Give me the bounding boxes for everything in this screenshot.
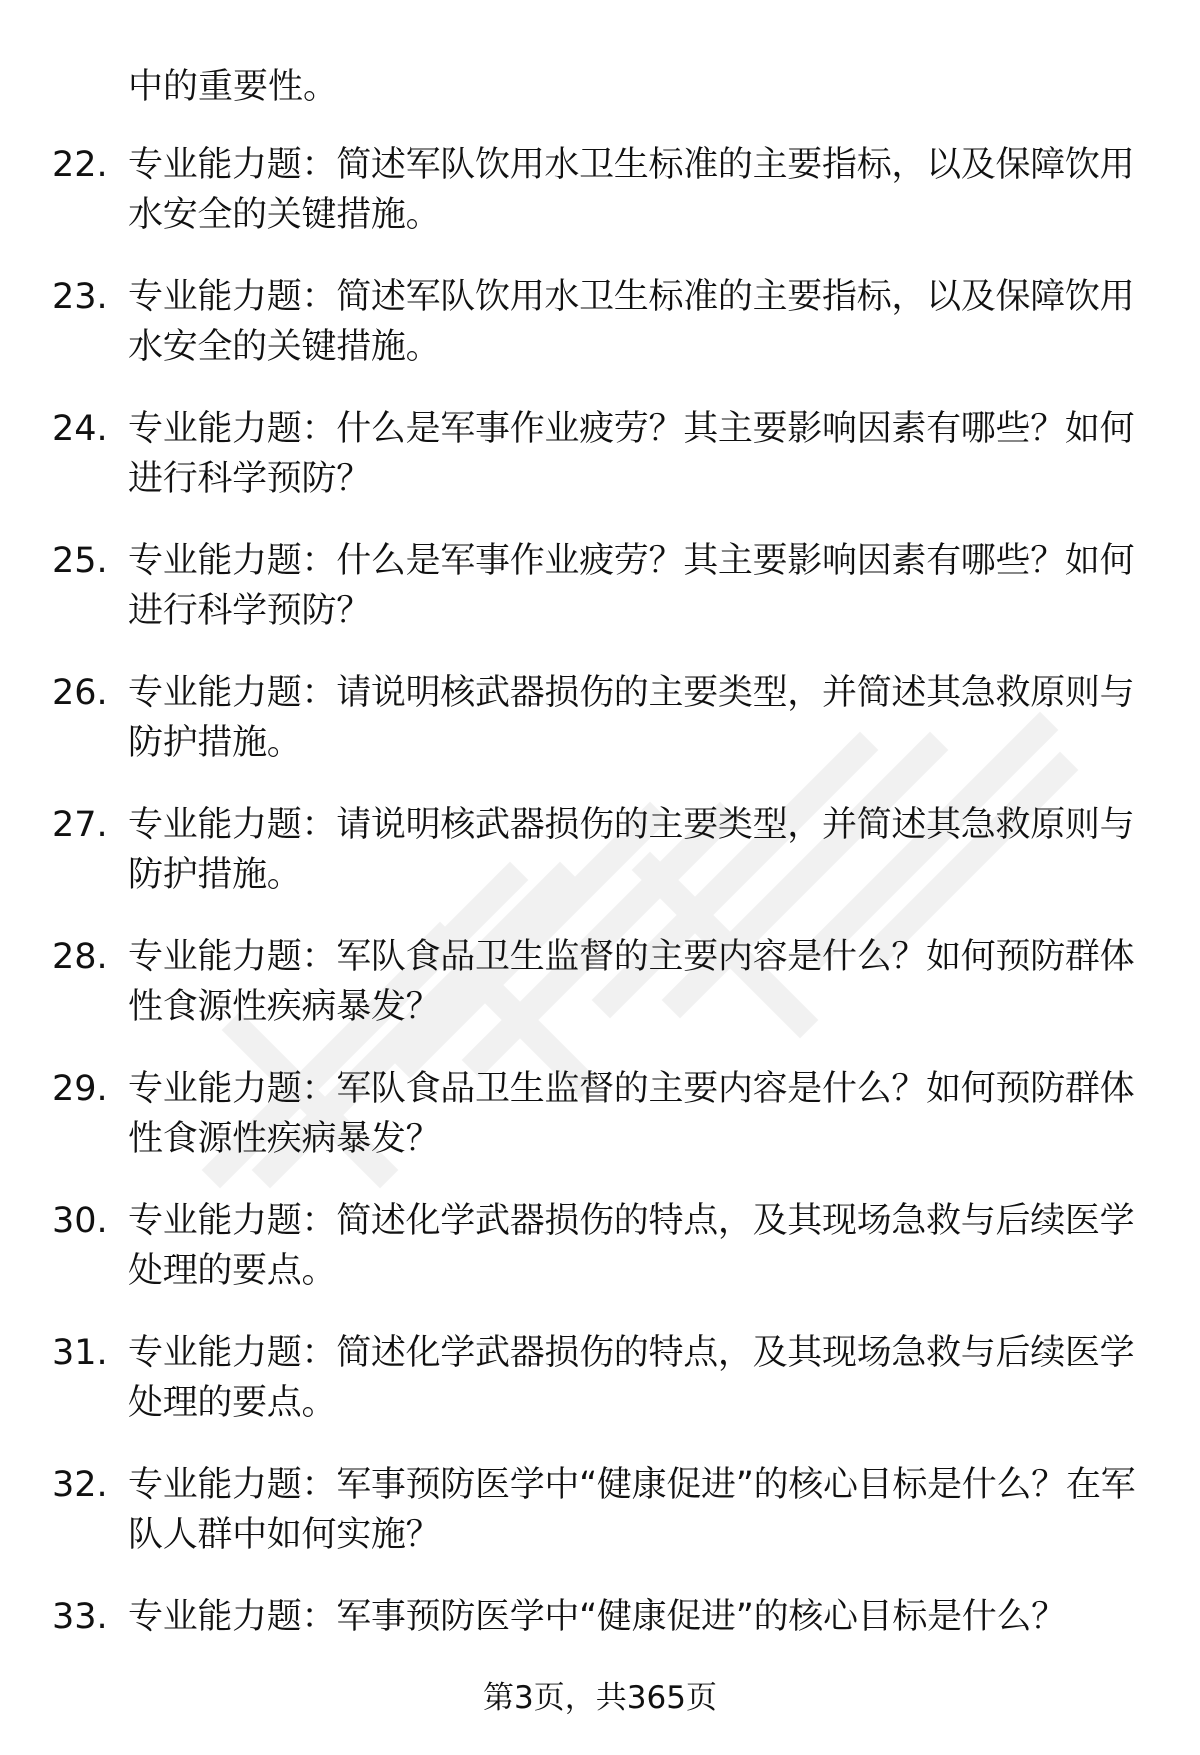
question-text: 专业能力题：什么是军事作业疲劳？其主要影响因素有哪些？如何进行科学预防？ <box>128 541 1135 631</box>
question-number: 27. <box>52 805 108 845</box>
question-item <box>0 668 1200 800</box>
question-item <box>0 140 1200 272</box>
question-item <box>0 932 1200 1064</box>
question-text: 专业能力题：简述化学武器损伤的特点，及其现场急救与后续医学处理的要点。 <box>128 1333 1135 1423</box>
question-number: 22. <box>52 145 108 185</box>
question-item <box>0 800 1200 932</box>
question-number: 29. <box>52 1069 108 1109</box>
question-text: 专业能力题：什么是军事作业疲劳？其主要影响因素有哪些？如何进行科学预防？ <box>128 409 1135 499</box>
question-number: 26. <box>52 673 108 713</box>
question-item <box>0 1328 1200 1460</box>
question-list <box>0 140 1200 1724</box>
question-text: 专业能力题：简述军队饮用水卫生标准的主要指标，以及保障饮用水安全的关键措施。 <box>128 145 1135 235</box>
question-number: 23. <box>52 277 108 317</box>
question-text: 专业能力题：请说明核武器损伤的主要类型，并简述其急救原则与防护措施。 <box>128 673 1135 763</box>
question-text: 专业能力题：军队食品卫生监督的主要内容是什么？如何预防群体性食源性疾病暴发？ <box>128 1069 1135 1159</box>
question-number: 28. <box>52 937 108 977</box>
question-text: 专业能力题：简述军队饮用水卫生标准的主要指标，以及保障饮用水安全的关键措施。 <box>128 277 1135 367</box>
continuation-text: 中的重要性。 <box>128 67 339 107</box>
question-text: 专业能力题：请说明核武器损伤的主要类型，并简述其急救原则与防护措施。 <box>128 805 1135 895</box>
question-text: 专业能力题：军事预防医学中“健康促进”的核心目标是什么？ <box>128 1597 1066 1637</box>
question-number: 33. <box>52 1597 108 1637</box>
question-number: 32. <box>52 1465 108 1505</box>
question-number: 24. <box>52 409 108 449</box>
question-item <box>0 404 1200 536</box>
page-footer: 第3页，共365页 <box>483 1680 717 1716</box>
question-text: 专业能力题：简述化学武器损伤的特点，及其现场急救与后续医学处理的要点。 <box>128 1201 1135 1291</box>
question-item <box>0 1460 1200 1592</box>
question-item <box>0 536 1200 668</box>
question-number: 25. <box>52 541 108 581</box>
question-item <box>0 1196 1200 1328</box>
question-text: 专业能力题：军事预防医学中“健康促进”的核心目标是什么？在军队人群中如何实施？ <box>128 1465 1136 1555</box>
question-item <box>0 1064 1200 1196</box>
question-number: 30. <box>52 1201 108 1241</box>
question-item <box>0 272 1200 404</box>
question-text: 专业能力题：军队食品卫生监督的主要内容是什么？如何预防群体性食源性疾病暴发？ <box>128 937 1135 1027</box>
question-number: 31. <box>52 1333 108 1373</box>
